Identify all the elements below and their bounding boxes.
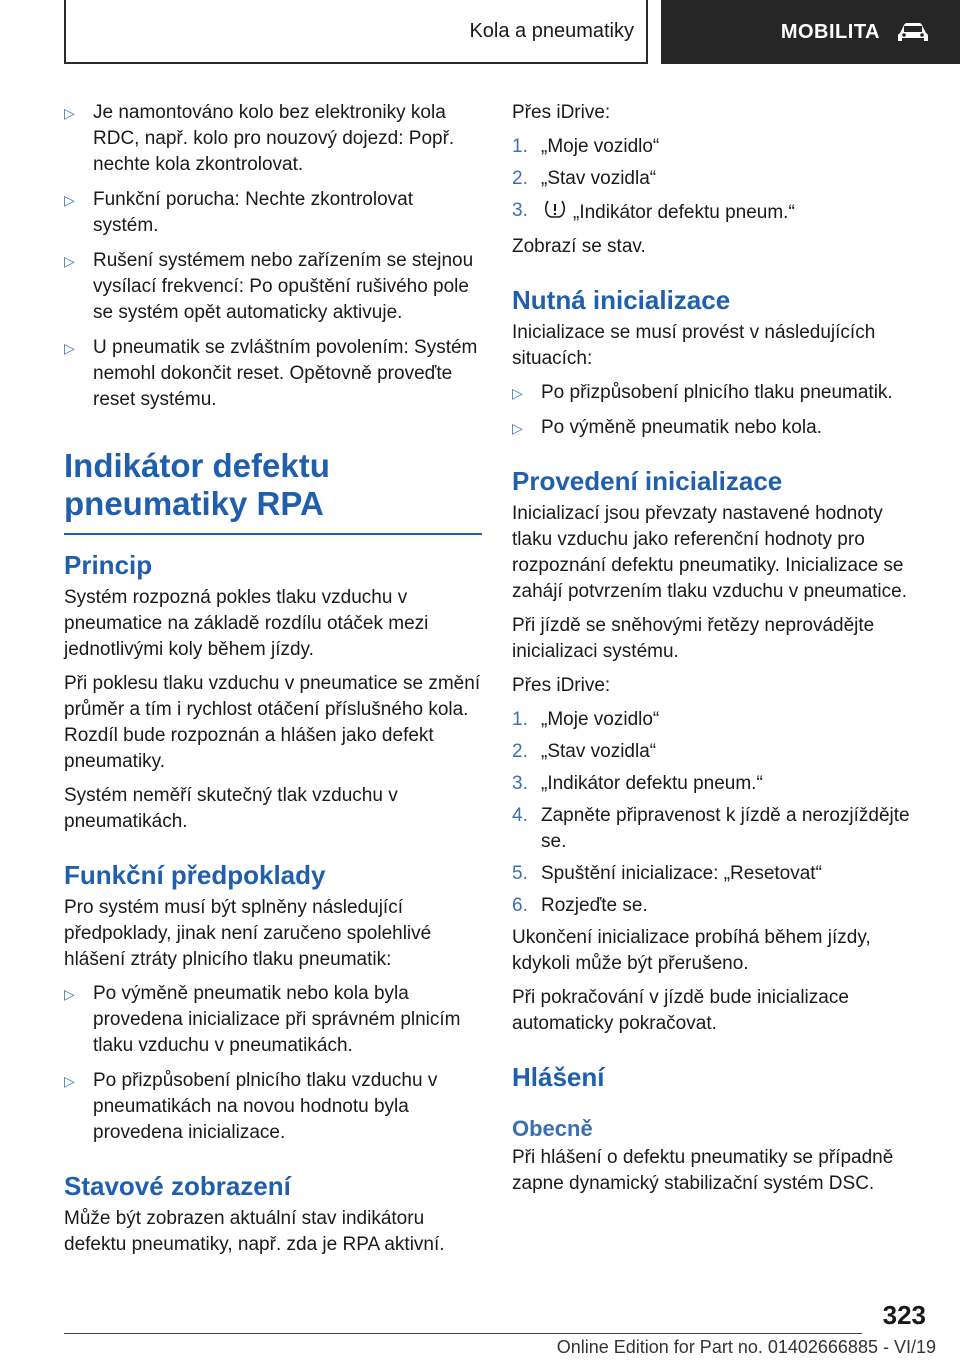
- right-column: [512, 100, 926, 1205]
- section-title-rpa: Indikátor defektu pneumatiky RPA: [64, 447, 482, 535]
- header-section-title: Kola a pneumatiky: [469, 19, 634, 42]
- bullet-triangle-icon: ▷: [64, 192, 75, 208]
- paragraph: Inicializací jsou převzaty nastavené hodnoty tlaku vzduchu jako referenční hodnoty pro rozpoznání defektu pneumatiky. Inicializace se zahájí potvrzením tlaku vzduchu v pneumatice.: [512, 503, 907, 602]
- header-chapter-tab: [661, 0, 960, 64]
- paragraph: Ukončení inicializace probíhá během jízdy, kdykoli může být přerušeno.: [512, 927, 871, 974]
- list-item: 4. Zapněte připravenost k jízdě a nerozjíždějte se.: [512, 805, 910, 852]
- paragraph: Při pokračování v jízdě bude inicializace automaticky pokračovat.: [512, 987, 849, 1034]
- paragraph: Přes iDrive:: [512, 102, 611, 123]
- list-item: ▷ Funkční porucha: Nechte zkontrolovat systém.: [64, 189, 414, 236]
- bullet-triangle-icon: ▷: [64, 105, 75, 121]
- list-item: ▷ Rušení systémem nebo zařízením se stejnou vysílací frekvencí: Po opuštění rušivého pole se systém opět automaticky aktivuje.: [64, 250, 474, 323]
- paragraph: Přes iDrive:: [512, 675, 611, 696]
- bullet-triangle-icon: ▷: [64, 340, 75, 356]
- list-item: ▷ U pneumatik se zvláštním povolením: Systém nemohl dokončit reset. Opětovně proveďte reset systému.: [64, 337, 478, 410]
- subheading-obecne: Obecně: [512, 1116, 593, 1141]
- heading-hlaseni: Hlášení: [512, 1062, 605, 1092]
- list-item: 2. „Stav vozidla“: [512, 168, 657, 189]
- bullet-triangle-icon: ▷: [64, 986, 75, 1002]
- bullet-triangle-icon: ▷: [512, 420, 523, 436]
- list-item: 6. Rozjeďte se.: [512, 895, 648, 916]
- paragraph: Při jízdě se sněhovými řetězy neprovádějte inicializaci systému.: [512, 615, 875, 662]
- heading-stav: Stavové zobrazení: [64, 1171, 291, 1201]
- list-item: ▷ Po přizpůsobení plnicího tlaku vzduchu v pneumatikách na novou hodnotu byla provedena inicializace.: [64, 1070, 438, 1143]
- heading-princip: Princip: [64, 550, 153, 580]
- heading-nutna: Nutná inicializace: [512, 285, 731, 315]
- list-item: ▷ Po přizpůsobení plnicího tlaku pneumatik.: [512, 380, 926, 406]
- paragraph: Může být zobrazen aktuální stav indikátoru defektu pneumatiky, např. zda je RPA aktivní.: [64, 1208, 445, 1255]
- page-number: 323: [882, 1300, 926, 1330]
- header-chapter-title: MOBILITA: [780, 20, 880, 43]
- car-icon: [896, 20, 930, 44]
- list-item: ▷ Po výměně pneumatik nebo kola byla provedena inicializace při správném plnicím tlaku vzduchu v pneumatikách.: [64, 983, 461, 1056]
- list-item: ▷ Je namontováno kolo bez elektroniky kola RDC, např. kolo pro nouzový dojezd: Popř. nechte kola zkontrolovat.: [64, 102, 455, 175]
- list-item: 1. „Moje vozidlo“: [512, 136, 660, 157]
- footer-edition: Online Edition for Part no. 01402666885 - VI/19: [556, 1337, 936, 1357]
- list-item: 2. „Stav vozidla“: [512, 741, 657, 762]
- heading-provedeni: Provedení inicializace: [512, 466, 783, 496]
- bullet-triangle-icon: ▷: [512, 385, 523, 401]
- paragraph: Systém neměří skutečný tlak vzduchu v pneumatikách.: [64, 785, 398, 832]
- header-section-tab: [64, 0, 648, 64]
- paragraph: Při hlášení o defektu pneumatiky se případně zapne dynamický stabilizační systém DSC.: [512, 1147, 894, 1194]
- tire-warning-icon: [543, 198, 567, 228]
- bullet-triangle-icon: ▷: [64, 1073, 75, 1089]
- bullet-triangle-icon: ▷: [64, 253, 75, 269]
- paragraph: Systém rozpozná pokles tlaku vzduchu v pneumatice na základě rozdílu otáček mezi jednotlivými koly během jízdy.: [64, 587, 429, 660]
- paragraph: Inicializace se musí provést v následujících situacích:: [512, 322, 876, 369]
- paragraph: Zobrazí se stav.: [512, 236, 646, 257]
- list-item: ▷ Po výměně pneumatik nebo kola.: [512, 415, 926, 441]
- left-column: [64, 100, 482, 1266]
- paragraph: Při poklesu tlaku vzduchu v pneumatice se změní průměr a tím i rychlost otáčení příslušného kola. Rozdíl bude rozpoznán a hlášen jako defekt pneumatiky.: [64, 673, 481, 772]
- list-item: 3. „Indikátor defektu pneum.“: [512, 773, 763, 794]
- heading-predpoklady: Funkční předpoklady: [64, 860, 326, 890]
- list-item: 3. „Indikátor defektu pneum.“: [512, 198, 926, 228]
- list-item: 1. „Moje vozidlo“: [512, 709, 660, 730]
- footer-divider: [64, 1333, 862, 1334]
- paragraph: Pro systém musí být splněny následující předpoklady, jinak není zaručeno spolehlivé hlášení ztráty plnicího tlaku pneumatik:: [64, 897, 432, 970]
- list-item: 5. Spuštění inicializace: „Resetovat“: [512, 863, 822, 884]
